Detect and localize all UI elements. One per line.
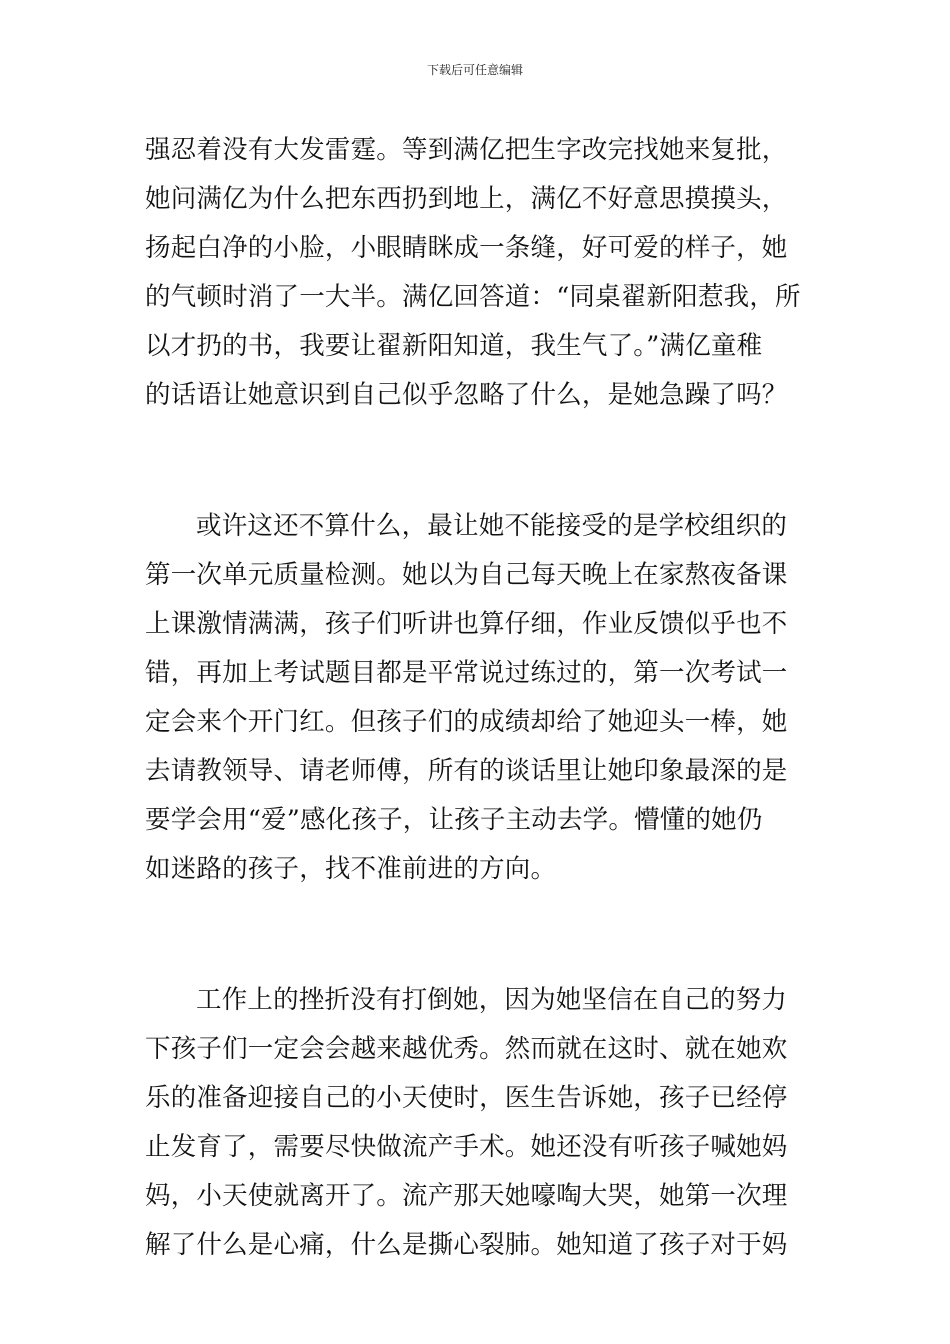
paragraph-line: 的话语让她意识到自己似乎忽略了什么，是她急躁了吗？ <box>145 380 788 410</box>
paragraph-spacer <box>145 420 807 502</box>
paragraph-spacer <box>145 894 807 976</box>
paragraph-line: 的气顿时消了一大半。满亿回答道：“同桌翟新阳惹我，所 <box>145 282 801 312</box>
paragraph-line: 以才扔的书，我要让翟新阳知道，我生气了。”满亿童稚 <box>145 331 763 361</box>
paragraph-1 <box>145 126 807 420</box>
paragraph-line: 止发育了，需要尽快做流产手术。她还没有听孩子喊她妈 <box>145 1132 788 1162</box>
paragraph-line: 她问满亿为什么把东西扔到地上，满亿不好意思摸摸头， <box>145 184 788 214</box>
paragraph-line: 上课激情满满，孩子们听讲也算仔细，作业反馈似乎也不 <box>145 609 788 639</box>
paragraph-line: 去请教领导、请老师傅，所有的谈话里让她印象最深的是 <box>145 756 788 786</box>
paragraph-line: 妈，小天使就离开了。流产那天她嚎啕大哭，她第一次理 <box>145 1181 788 1211</box>
paragraph-line: 第一次单元质量检测。她以为自己每天晚上在家熬夜备课 <box>145 560 788 590</box>
paragraph-line: 乐的准备迎接自己的小天使时，医生告诉她，孩子已经停 <box>145 1083 788 1113</box>
paragraph-line: 或许这还不算什么，最让她不能接受的是学校组织的 <box>196 511 788 541</box>
paragraph-line: 下孩子们一定会会越来越优秀。然而就在这时、就在她欢 <box>145 1034 788 1064</box>
paragraph-line: 如迷路的孩子，找不准前进的方向。 <box>145 854 557 884</box>
paragraph-line: 定会来个开门红。但孩子们的成绩却给了她迎头一棒，她 <box>145 707 788 737</box>
paragraph-line: 错，再加上考试题目都是平常说过练过的，第一次考试一 <box>145 658 788 688</box>
paragraph-line: 工作上的挫折没有打倒她，因为她坚信在自己的努力 <box>196 985 788 1015</box>
paragraph-3 <box>145 976 807 1270</box>
paragraph-2 <box>145 502 807 894</box>
paragraph-line: 要学会用“爱”感化孩子，让孩子主动去学。懵懂的她仍 <box>145 805 763 835</box>
paragraph-line: 扬起白净的小脸，小眼睛眯成一条缝，好可爱的样子，她 <box>145 233 788 263</box>
document-body <box>145 126 807 1270</box>
paragraph-line: 解了什么是心痛，什么是撕心裂肺。她知道了孩子对于妈 <box>145 1230 788 1260</box>
paragraph-line: 强忍着没有大发雷霆。等到满亿把生字改完找她来复批， <box>145 135 788 165</box>
page-header: 下载后可任意编辑 <box>426 63 523 77</box>
